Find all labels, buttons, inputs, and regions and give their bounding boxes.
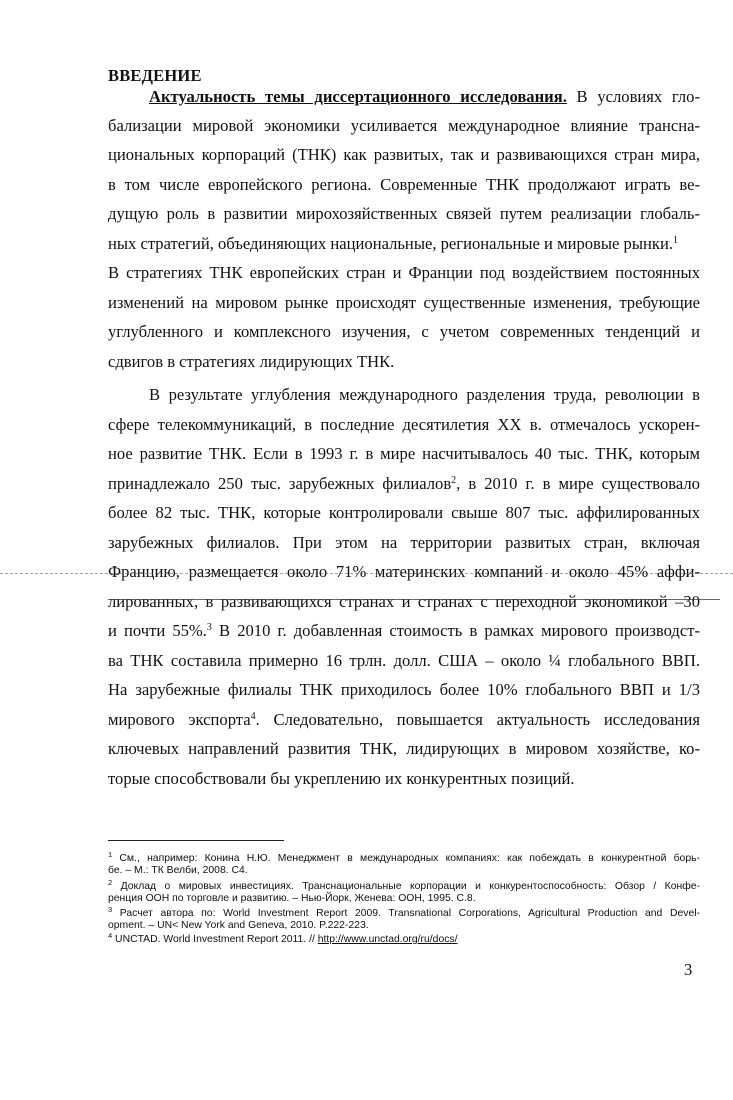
scan-artifact-line	[0, 573, 733, 574]
paragraph-1-line: В стратегиях ТНК европейских стран и Франции под воздействием постоянных	[108, 263, 700, 282]
paragraph-2-line: На зарубежные филиалы ТНК приходилось более 10% глобального ВВП и 1/3	[108, 680, 700, 699]
page-number: 3	[684, 960, 693, 979]
paragraph-2-text: принадлежало 250 тыс. зарубежных филиалов	[108, 474, 452, 493]
paragraph-2-line: ключевых направлений развития ТНК, лидирующих в мировом хозяйстве, ко-	[108, 739, 700, 758]
footnote-text: См., например: Конина Н.Ю. Менеджмент в международных компаниях: как побеждать в конкурентной борь-	[112, 853, 700, 864]
paragraph-1-line: циональных корпораций (ТНК) как развитых, так и развивающихся стран мира,	[108, 145, 700, 164]
paragraph-1-line: дущую роль в развитии мирохозяйственных связей путем реализации глобаль-	[108, 204, 700, 223]
footnote-number: 1	[108, 850, 113, 859]
paragraph-1-line: в том числе европейского региона. Современные ТНК продолжают играть ве-	[108, 175, 700, 194]
paragraph-lead: Актуальность темы диссертационного исследования.	[149, 87, 567, 106]
paragraph-2-line	[108, 473, 700, 495]
paragraph-1-line	[108, 233, 700, 255]
paragraph-2-line	[108, 709, 700, 731]
footnote-4	[108, 931, 700, 946]
scan-artifact-strike	[108, 599, 720, 600]
paragraph-2-line: более 82 тыс. ТНК, которые контролировали свыше 807 тыс. аффилированных	[108, 503, 700, 522]
paragraph-1-text: В условиях гло-	[566, 87, 700, 106]
footnote-number: 3	[108, 905, 113, 914]
footnote-link[interactable]: http://www.unctad.org/ru/docs/	[317, 934, 458, 945]
paragraph-1-line: изменений на мировом рынке происходят существенные изменения, требующие	[108, 293, 700, 312]
footnote-number: 2	[108, 878, 113, 887]
paragraph-1-text: ных стратегий, объединяющих национальные, региональные и мировые рынки.	[108, 234, 673, 253]
footnote-divider	[108, 840, 284, 841]
footnote-ref: 2	[451, 475, 457, 486]
paragraph-2-line: В результате углубления международного разделения труда, революции в	[149, 385, 700, 404]
footnote-text: Доклад о мировых инвестициях. Транснациональные корпорации и конкурентоспособность: Обзор / Конфе-	[112, 881, 700, 892]
paragraph-2-text: мирового экспорта	[108, 710, 251, 729]
footnote-2	[108, 878, 700, 893]
paragraph-1-line: сдвигов в стратегиях лидирующих ТНК.	[108, 352, 395, 371]
paragraph-2-line: ва ТНК составила примерно 16 трлн. долл. США – около ¼ глобального ВВП.	[108, 651, 700, 670]
paragraph-2-text: , в 2010 г. в мире существовало	[456, 474, 700, 493]
paragraph-2-text: и почти 55%.	[108, 621, 207, 640]
paragraph-2-text: . Следовательно, повышается актуальность исследования	[255, 710, 700, 729]
footnote-text: UNCTAD. World Investment Report 2011. //	[112, 934, 318, 945]
paragraph-2-text: В 2010 г. добавленная стоимость в рамках мирового производст-	[211, 621, 700, 640]
paragraph-2-line: сфере телекоммуникаций, в последние десятилетия XX в. отмечалось ускорен-	[108, 415, 700, 434]
footnote-text: Расчет автора по: World Investment Report 2009. Transnational Corporations, Agricultural Production and Devel-	[112, 908, 700, 919]
footnote-1-continued: бе. – М.: ТК Велби, 2008. С4.	[108, 865, 248, 876]
footnote-1	[108, 850, 700, 865]
footnote-ref: 3	[206, 622, 212, 633]
paragraph-2-line: зарубежных филиалов. При этом на территории развитых стран, включая	[108, 533, 700, 552]
paragraph-1-line: бализации мировой экономики усиливается международное влияние трансна-	[108, 116, 700, 135]
footnote-3-continued: opment. – UN< New York and Geneva, 2010. P.222-223.	[108, 920, 369, 931]
paragraph-1-line	[149, 86, 700, 108]
paragraph-2-line: торые способствовали бы укреплению их конкурентных позиций.	[108, 769, 575, 788]
paragraph-2-line: лированных, в развивающихся странах и странах с переходной экономикой –30	[108, 592, 700, 611]
section-heading: ВВЕДЕНИЕ	[108, 66, 202, 85]
footnote-ref: 1	[672, 235, 678, 246]
paragraph-2-line	[108, 620, 700, 642]
paragraph-2-line: ное развитие ТНК. Если в 1993 г. в мире насчитывалось 40 тыс. ТНК, которым	[108, 444, 700, 463]
footnote-ref: 4	[250, 711, 256, 722]
paragraph-1-line: углубленного и комплексного изучения, с учетом современных тенденций и	[108, 322, 700, 341]
paragraph-2-line: Францию, размещается около 71% материнских компаний и около 45% аффи-	[108, 562, 700, 581]
footnote-3	[108, 905, 700, 920]
footnote-number: 4	[108, 931, 113, 940]
footnote-2-continued: ренция ООН по торговле и развитию. – Нью-Йорк, Женева: ООН, 1995. С.8.	[108, 893, 476, 904]
